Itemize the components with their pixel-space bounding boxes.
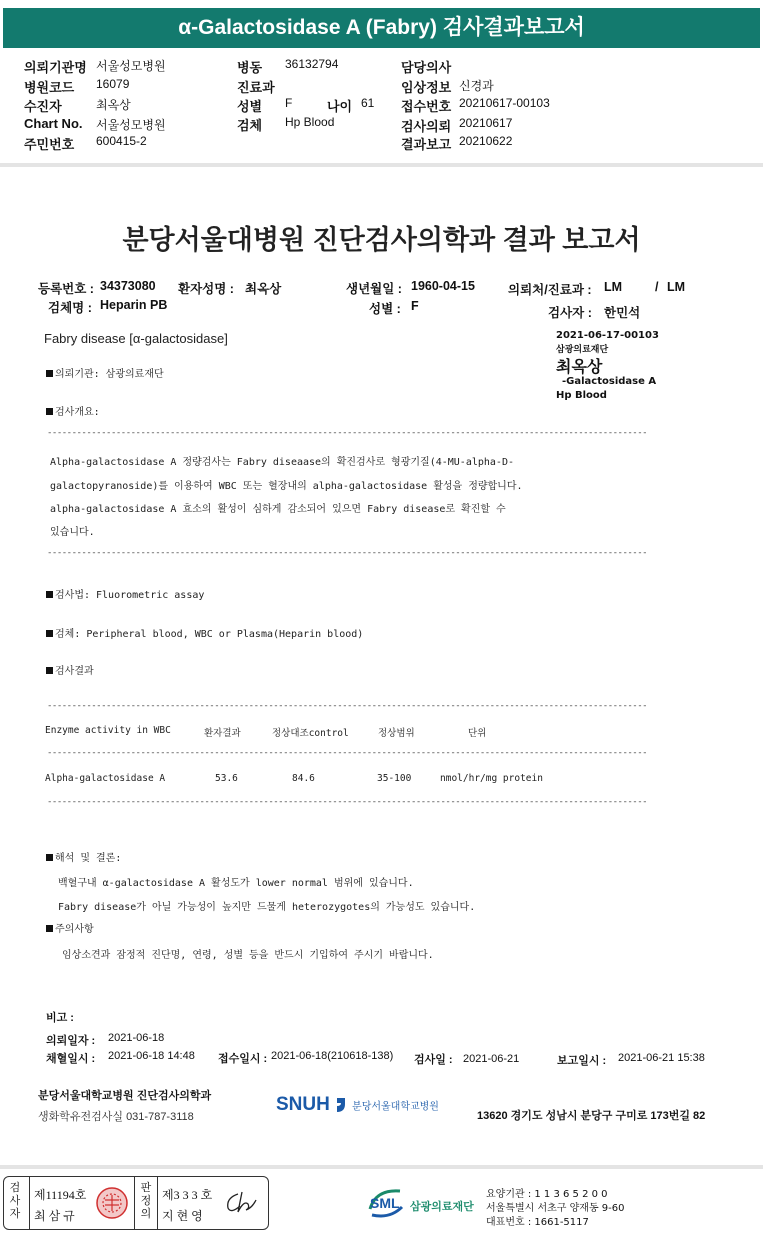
interpretation-line-1: 백혈구내 α-galactosidase A 활성도가 lower normal 범위에 있습니다. [58,878,414,889]
notes-line: 임상소견과 잠정적 진단명, 연령, 성별 등을 반드시 기입하여 주시기 바랍니다. [62,950,434,961]
header-label-specimen: 검체 [237,118,263,133]
specimen-name-label: 검체명 : [48,301,92,315]
result-header-enzyme: Enzyme activity in WBC [45,725,171,736]
sml-logo-text: SML [370,1195,400,1211]
patient-name-label: 환자성명 : [178,282,234,296]
sex-value: F [411,299,419,313]
sig-divider [157,1177,158,1229]
dob-label: 생년월일 : [346,282,402,296]
header-title-bar: α-Galactosidase A (Fabry) 검사결과보고서 [3,8,760,48]
footer-org: 분당서울대학교병원 진단검사의학과 [38,1090,212,1102]
method-line [46,586,204,601]
reg-no-label: 등록번호 : [38,282,94,296]
header-value-receipt-no: 20210617-00103 [459,96,550,110]
bullet-square-icon [46,667,53,674]
examiner-name: 최 삼 규 [34,1209,75,1223]
result-header-range: 정상범위 [378,728,415,739]
reviewer-name: 지 현 영 [162,1209,203,1223]
header-label-sex: 성별 [237,99,263,114]
specimen-name-value: Heparin PB [100,298,168,312]
header-value-specimen: Hp Blood [285,115,335,129]
overview-line-2: galactopyranoside)를 이용하여 WBC 또는 혈장내의 alpha-galactosidase 활성을 정량합니다. [50,481,523,492]
header-value-sex: F [285,96,293,110]
header-value-resident-no: 600415-2 [96,134,147,148]
patient-name-value: 최옥상 [245,282,282,296]
report-title: 분당서울대병원 진단검사의학과 결과 보고서 [122,225,641,255]
divider-dashes: -------------------------------------------------------------------------------------------------------------------------- [47,548,648,558]
interpretation-line-2: Fabry disease가 아닐 가능성이 높지만 드물게 heterozygotes의 가능성도 있습니다. [58,902,476,913]
test-name: Fabry disease [α-galactosidase] [44,331,228,346]
header-label-clinical-info: 임상정보 [401,80,452,95]
result-row-control: 84.6 [292,773,315,784]
specimen-text: 검체: Peripheral blood, WBC or Plasma(Heparin blood) [55,629,364,640]
examiner-license-no: 제11194호 [34,1188,87,1202]
overview-line-4: 있습니다. [50,527,95,538]
dept-label: 의뢰처/진료과 : [508,283,592,297]
header-label-receipt-no: 접수번호 [401,99,452,114]
header-label-doctor: 담당의사 [401,60,452,75]
result-row-patient: 53.6 [215,773,238,784]
overview-heading-text: 검사개요: [55,407,100,418]
header-label-chart: Chart No. [24,116,83,131]
dob-value: 1960-04-15 [411,279,475,293]
header-label-patient: 수진자 [24,99,62,114]
request-date-value: 2021-06-18 [108,1032,165,1044]
snuh-logo-text: SNUH [276,1094,330,1115]
bullet-square-icon [46,591,53,598]
label-specimen: Hp Blood [556,390,607,401]
snuh-emblem-icon [335,1096,347,1114]
care-institution-no: 요양기관 : 1 1 3 6 5 2 0 0 [486,1189,608,1200]
report-date-label: 보고일시 : [557,1055,607,1067]
result-heading [46,662,94,677]
stamp-icon [95,1186,129,1220]
result-header-unit: 단위 [468,728,487,739]
collect-label: 채혈일시 : [46,1053,96,1065]
divider-dashes: -------------------------------------------------------------------------------------------------------------------------- [47,748,648,758]
footer-divider [0,1165,763,1169]
request-date-label: 의뢰일자 : [46,1035,96,1047]
label-patient-name: 최옥상 [556,357,603,376]
dept-value-2: LM [667,280,686,294]
examiner-vertical-label: 검사자 [9,1182,21,1220]
receipt-value: 2021-06-18(210618-138) [271,1050,394,1062]
signature-icon [222,1186,266,1220]
header-value-clinical-info: 신경과 [459,79,494,93]
header-label-request-date: 검사의뢰 [401,119,452,134]
dept-value-1: LM [604,280,623,294]
header-label-dept: 진료과 [237,80,275,95]
snuh-logo [276,1094,439,1116]
test-date-value: 2021-06-21 [463,1053,520,1065]
header-value-patient: 최옥상 [96,98,131,112]
header-value-ward: 36132794 [285,57,339,71]
test-date-label: 검사일 : [414,1054,453,1066]
dept-separator: / [655,280,659,294]
notes-heading-text: 주의사항 [55,924,94,935]
reviewer-vertical-label: 판정의 [140,1182,152,1220]
header-value-request-date: 20210617 [459,116,513,130]
sig-divider [134,1177,135,1229]
result-header-patient: 환자결과 [204,728,241,739]
sml-address: 서울특별시 서초구 양재동 9-60 [486,1203,625,1214]
receipt-label: 접수일시 : [218,1053,268,1065]
header-value-age: 61 [361,96,375,110]
header-label-hosp-code: 병원코드 [24,80,75,95]
divider-dashes: -------------------------------------------------------------------------------------------------------------------------- [47,797,648,807]
label-receipt-no: 2021-06-17-00103 [556,330,659,341]
result-row-range: 35-100 [377,773,412,784]
header-value-report-date: 20210622 [459,134,513,148]
bullet-square-icon [46,370,53,377]
request-org-text: 의뢰기관: 삼광의료재단 [55,369,164,380]
header-label-ward: 병동 [237,60,263,75]
remark-label: 비고 : [46,1012,74,1024]
bullet-square-icon [46,925,53,932]
header-value-hosp-code: 16079 [96,77,130,91]
notes-heading [46,920,94,935]
request-org-line [46,365,164,380]
sml-name: 삼광의료재단 [410,1200,474,1213]
result-row-unit: nmol/hr/mg protein [440,773,543,784]
header-label-org: 의뢰기관명 [24,60,87,75]
label-org: 삼광의료재단 [556,345,609,355]
divider-dashes: -------------------------------------------------------------------------------------------------------------------------- [47,428,648,438]
header-label-resident-no: 주민번호 [24,137,75,152]
sml-phone: 대표번호 : 1661-5117 [486,1217,589,1228]
footer-phone: 생화학유전검사실 031-787-3118 [38,1111,194,1123]
bullet-square-icon [46,408,53,415]
method-text: 검사법: Fluorometric assay [55,590,205,601]
examiner-label: 검사자 : [548,306,592,320]
sig-divider [29,1177,30,1229]
bullet-square-icon [46,630,53,637]
overview-line-3: alpha-galactosidase A 효소의 활성이 심하게 감소되어 있으면 Fabry disease로 확진할 수 [50,504,506,515]
label-test: -Galactosidase A [562,376,657,387]
snuh-logo-korean: 분당서울대학교병원 [352,1101,439,1113]
result-heading-text: 검사결과 [55,666,94,677]
header-label-report-date: 결과보고 [401,137,452,152]
header-divider [0,163,763,167]
interpretation-heading-text: 해석 및 결론: [55,853,122,864]
overview-heading [46,403,100,418]
header-value-chart: 서울성모병원 [96,118,166,132]
sex-label: 성별 : [369,302,401,316]
reviewer-license-no: 제3 3 3 호 [162,1188,213,1202]
result-row-enzyme: Alpha-galactosidase A [45,773,166,784]
bullet-square-icon [46,854,53,861]
header-label-age: 나이 [327,99,353,114]
header-value-org: 서울성모병원 [96,59,166,73]
divider-dashes: -------------------------------------------------------------------------------------------------------------------------- [47,701,648,711]
result-header-control: 정상대조control [272,728,349,739]
specimen-line [46,625,363,640]
collect-value: 2021-06-18 14:48 [108,1050,195,1062]
overview-line-1: Alpha-galactosidase A 정량검사는 Fabry diseaase의 확진검사로 형광기질(4-MU-alpha-D- [50,457,514,468]
interpretation-heading [46,849,121,864]
reg-no-value: 34373080 [100,279,156,293]
report-date-value: 2021-06-21 15:38 [618,1052,705,1064]
examiner-value: 한민석 [604,306,641,320]
footer-address: 13620 경기도 성남시 분당구 구미로 173번길 82 [477,1110,706,1122]
